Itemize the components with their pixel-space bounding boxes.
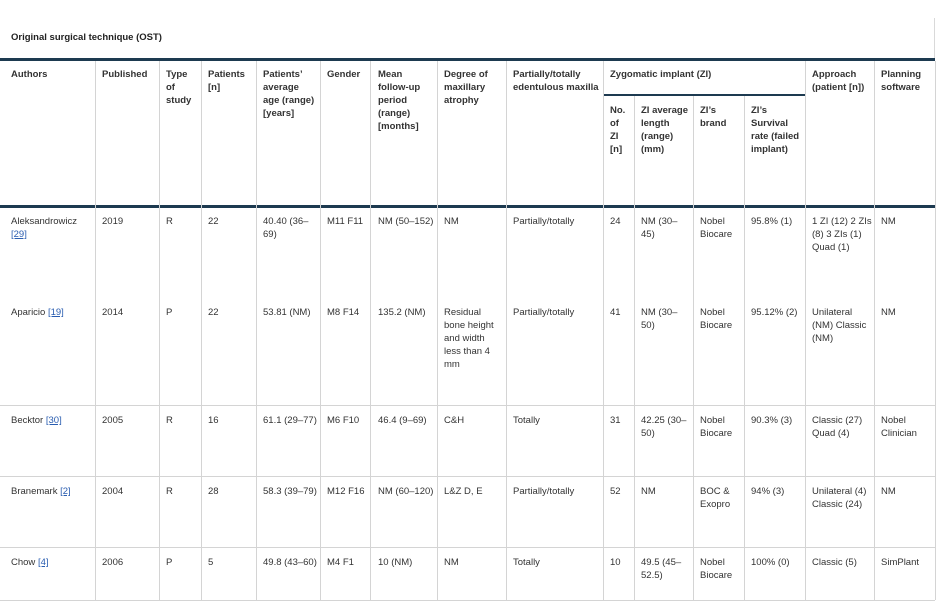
cell-gender: M11 F11: [327, 216, 364, 227]
cell-software: Nobel Clinician: [881, 415, 917, 439]
column-divider: [805, 61, 806, 600]
cell-zi-len: NM (30–45): [641, 216, 678, 240]
cell-patients: 16: [208, 415, 219, 426]
reference-link[interactable]: [30]: [45, 415, 62, 426]
header-patients: Patients [n]: [208, 69, 245, 93]
table-caption-box: [0, 18, 935, 58]
header-zi-count: No. of ZI [n]: [610, 105, 626, 155]
header-type-of-study: Type of study: [166, 69, 192, 106]
cell-brand: Nobel Biocare: [700, 216, 733, 240]
column-divider: [603, 61, 604, 600]
cell-age: 61.1 (29–77): [263, 415, 317, 426]
cell-software: SimPlant: [881, 557, 920, 568]
cell-author: [11, 215, 91, 241]
reference-link[interactable]: [29]: [11, 229, 27, 240]
cell-patients: 22: [208, 216, 219, 227]
column-divider: [634, 96, 635, 600]
cell-edentulous: Partially/totally: [513, 216, 575, 227]
cell-age: 49.8 (43–60): [263, 557, 317, 568]
column-divider: [95, 61, 96, 600]
cell-type: R: [166, 216, 173, 227]
cell-brand: Nobel Biocare: [700, 307, 733, 331]
cell-author: [11, 414, 91, 427]
cell-published: 2014: [102, 307, 124, 318]
cell-brand: BOC & Exopro: [700, 486, 731, 510]
cell-brand: Nobel Biocare: [700, 415, 733, 439]
cell-software: NM: [881, 216, 896, 227]
cell-type: P: [166, 307, 173, 318]
header-software: Planning software: [881, 69, 922, 93]
cell-patients: 28: [208, 486, 219, 497]
header-zi-brand: ZI’s brand: [700, 105, 727, 129]
cell-survival: 100% (0): [751, 557, 790, 568]
cell-atrophy: NM: [444, 216, 459, 227]
cell-atrophy: C&H: [444, 415, 465, 426]
cell-followup: NM (50–152): [378, 216, 434, 227]
cell-zi-n: 31: [610, 415, 621, 426]
header-followup: Mean follow-up period (range) [months]: [378, 69, 421, 132]
author-name: Aparicio: [11, 307, 46, 318]
column-divider: [744, 96, 745, 600]
cell-software: NM: [881, 307, 896, 318]
cell-zi-n: 10: [610, 557, 621, 568]
column-divider: [437, 61, 438, 600]
cell-age: 53.81 (NM): [263, 307, 311, 318]
column-divider: [506, 61, 507, 600]
header-avg-age: Patients’ average age (range) [years]: [263, 69, 315, 119]
header-authors: Authors: [11, 69, 48, 80]
row-divider: [0, 600, 935, 601]
author-name: Chow: [11, 557, 36, 568]
cell-zi-n: 52: [610, 486, 621, 497]
header-zi-survival: ZI’s Survival rate (failed implant): [751, 105, 800, 155]
cell-survival: 95.12% (2): [751, 307, 798, 318]
header-edentulous: Partially/totally edentulous maxilla: [513, 69, 599, 93]
cell-zi-len: NM: [641, 486, 656, 497]
column-divider: [874, 61, 875, 600]
cell-type: R: [166, 486, 173, 497]
cell-patients: 22: [208, 307, 219, 318]
cell-survival: 95.8% (1): [751, 216, 793, 227]
header-top-rule: [0, 58, 935, 61]
cell-author: [11, 306, 91, 319]
cell-published: 2006: [102, 557, 124, 568]
reference-link[interactable]: [19]: [47, 307, 64, 318]
cell-software: NM: [881, 486, 896, 497]
cell-author: [11, 556, 91, 569]
cell-edentulous: Totally: [513, 557, 540, 568]
cell-gender: M8 F14: [327, 307, 360, 318]
author-name: Branemark: [11, 486, 58, 497]
row-divider: [0, 547, 935, 548]
cell-patients: 5: [208, 557, 214, 568]
header-approach: Approach (patient [n]): [812, 69, 865, 93]
cell-approach: Unilateral (NM) Classic (NM): [812, 307, 867, 344]
cell-survival: 90.3% (3): [751, 415, 793, 426]
cell-approach: Unilateral (4) Classic (24): [812, 486, 867, 510]
cell-followup: 46.4 (9–69): [378, 415, 427, 426]
cell-zi-n: 41: [610, 307, 621, 318]
row-divider: [0, 476, 935, 477]
cell-edentulous: Partially/totally: [513, 307, 575, 318]
author-name: Becktor: [11, 415, 44, 426]
cell-published: 2005: [102, 415, 124, 426]
cell-approach: Classic (27) Quad (4): [812, 415, 863, 439]
cell-gender: M12 F16: [327, 486, 365, 497]
cell-gender: M6 F10: [327, 415, 360, 426]
header-atrophy: Degree of maxillary atrophy: [444, 69, 488, 106]
column-divider: [159, 61, 160, 600]
cell-age: 58.3 (39–79): [263, 486, 317, 497]
cell-edentulous: Partially/totally: [513, 486, 575, 497]
cell-type: P: [166, 557, 173, 568]
author-name: Aleksandrowicz: [11, 216, 77, 227]
column-divider: [320, 61, 321, 600]
header-zi-length: ZI average length (range) (mm): [641, 105, 688, 155]
header-zi-group: Zygomatic implant (ZI): [610, 69, 712, 80]
cell-zi-len: NM (30–50): [641, 307, 678, 331]
table-caption: Original surgical technique (OST): [11, 32, 162, 43]
column-divider: [693, 96, 694, 600]
cell-zi-len: 49.5 (45–52.5): [641, 557, 682, 581]
header-bottom-rule: [0, 205, 935, 208]
cell-atrophy: Residual bone height and width less than 4 mm: [444, 307, 494, 370]
cell-followup: 135.2 (NM): [378, 307, 426, 318]
cell-type: R: [166, 415, 173, 426]
column-divider: [256, 61, 257, 600]
cell-gender: M4 F1: [327, 557, 354, 568]
cell-author: [11, 485, 91, 498]
cell-brand: Nobel Biocare: [700, 557, 733, 581]
cell-zi-len: 42.25 (30–50): [641, 415, 687, 439]
cell-atrophy: L&Z D, E: [444, 486, 483, 497]
cell-age: 40.40 (36–69): [263, 216, 309, 240]
column-divider: [370, 61, 371, 600]
column-divider: [935, 61, 936, 600]
cell-approach: 1 ZI (12) 2 ZIs (8) 3 ZIs (1) Quad (1): [812, 216, 872, 253]
cell-published: 2004: [102, 486, 124, 497]
header-gender: Gender: [327, 69, 361, 80]
cell-zi-n: 24: [610, 216, 621, 227]
column-divider: [201, 61, 202, 600]
row-divider: [0, 405, 935, 406]
cell-followup: NM (60–120): [378, 486, 434, 497]
reference-link[interactable]: [2]: [60, 486, 71, 497]
cell-edentulous: Totally: [513, 415, 540, 426]
cell-published: 2019: [102, 216, 124, 227]
cell-survival: 94% (3): [751, 486, 785, 497]
cell-followup: 10 (NM): [378, 557, 413, 568]
header-published: Published: [102, 69, 148, 80]
cell-approach: Classic (5): [812, 557, 857, 568]
reference-link[interactable]: [4]: [37, 557, 49, 568]
cell-atrophy: NM: [444, 557, 459, 568]
